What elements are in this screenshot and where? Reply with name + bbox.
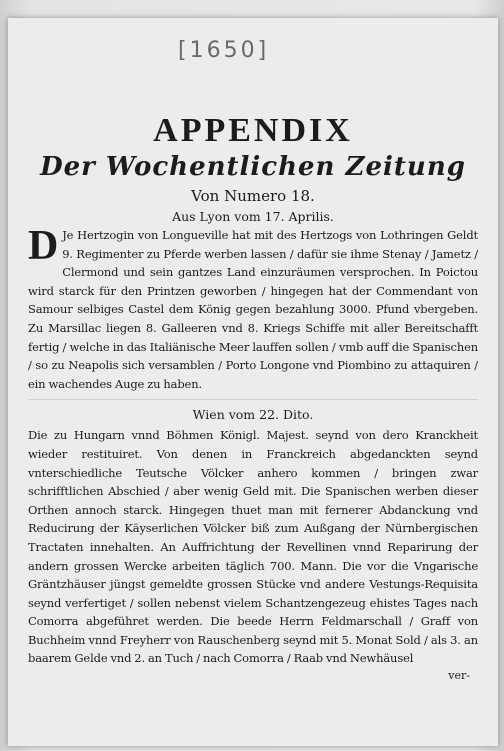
masthead-subtitle: Der Wochentlichen Zeitung (40, 152, 466, 182)
article-wien: Die zu Hungarn vnnd Böhmen Königl. Majest. seynd von dero Kranckheit wieder restituiret. Von denen in Franckreich abgedanckten seynd vnterschiedliche Teutsche Völcker anhero kommen / bringen zwar schrifftlichen Abschied / aber wenig Geld mit. Die Spanischen werben dieser Orthen annoch starck. Hingegen thuet man mit fernerer Abdanckung vnd Reducirung der Käyserlichen Völcker biß zum Außgang der Nürnbergischen Tractaten innehalten. An Auffrichtung der Revellinen vnnd Reparirung der andern grossen Wercke arbeiten täglich 700. Mann. Die vor die Vngarische Gräntzhäuser jüngst gemeldte grossen Stücke vnd andere Vestungs-Requisita seynd verfertiget / sollen nebenst vielem Schantzengezeug ehistes Tages nach Comorra abgeführet werden. Die beede Herrn Feldmarschall / Graff von Buchheim vnnd Freyherr von Rauschenberg seynd mit 5. Monat Sold / als 3. an baarem Gelde vnd 2. an Tuch / nach Comorra / Raab vnd Newhäusel (28, 428, 478, 666)
article-lyon (28, 223, 478, 393)
print-block (28, 112, 478, 684)
issue-number: Von Numero 18. (191, 187, 315, 205)
dateline-lyon: Aus Lyon vom 17. Aprilis. (172, 209, 334, 224)
section-divider (28, 399, 478, 400)
dateline-wien: Wien vom 22. Dito. (192, 407, 314, 423)
catchword: ver- (448, 669, 470, 683)
masthead-title: APPENDIX (153, 112, 353, 149)
article-lyon-text: Je Hertzogin von Longueville hat mit des Hertzogs von Lothringen Geldt 9. Regimenter zu Pferde werben lassen / dafür sie ihme Stenay / Jametz / Clermond und sein gantzes Land einzuräumen versprochen. In Poictou wird starck für den Printzen geworben / hingegen hat der Commendant von Samour selbiges Castel dem König gegen bezahlung 3000. Pfund vbergeben. Zu Marsillac liegen 8. Galleeren vnd 8. Kriegs Schiffe mit aller Bereitschafft fertig / welche in das Italiänische Meer lauffen sollen / vmb auff die Spanischen / so zu Neapolis sich versamblen / Porto Longone vnd Piombino zu attaquiren / ein wachendes Auge zu haben. (28, 228, 478, 391)
archive-date-note: [1650] (178, 38, 270, 63)
drop-cap: D (28, 223, 59, 269)
